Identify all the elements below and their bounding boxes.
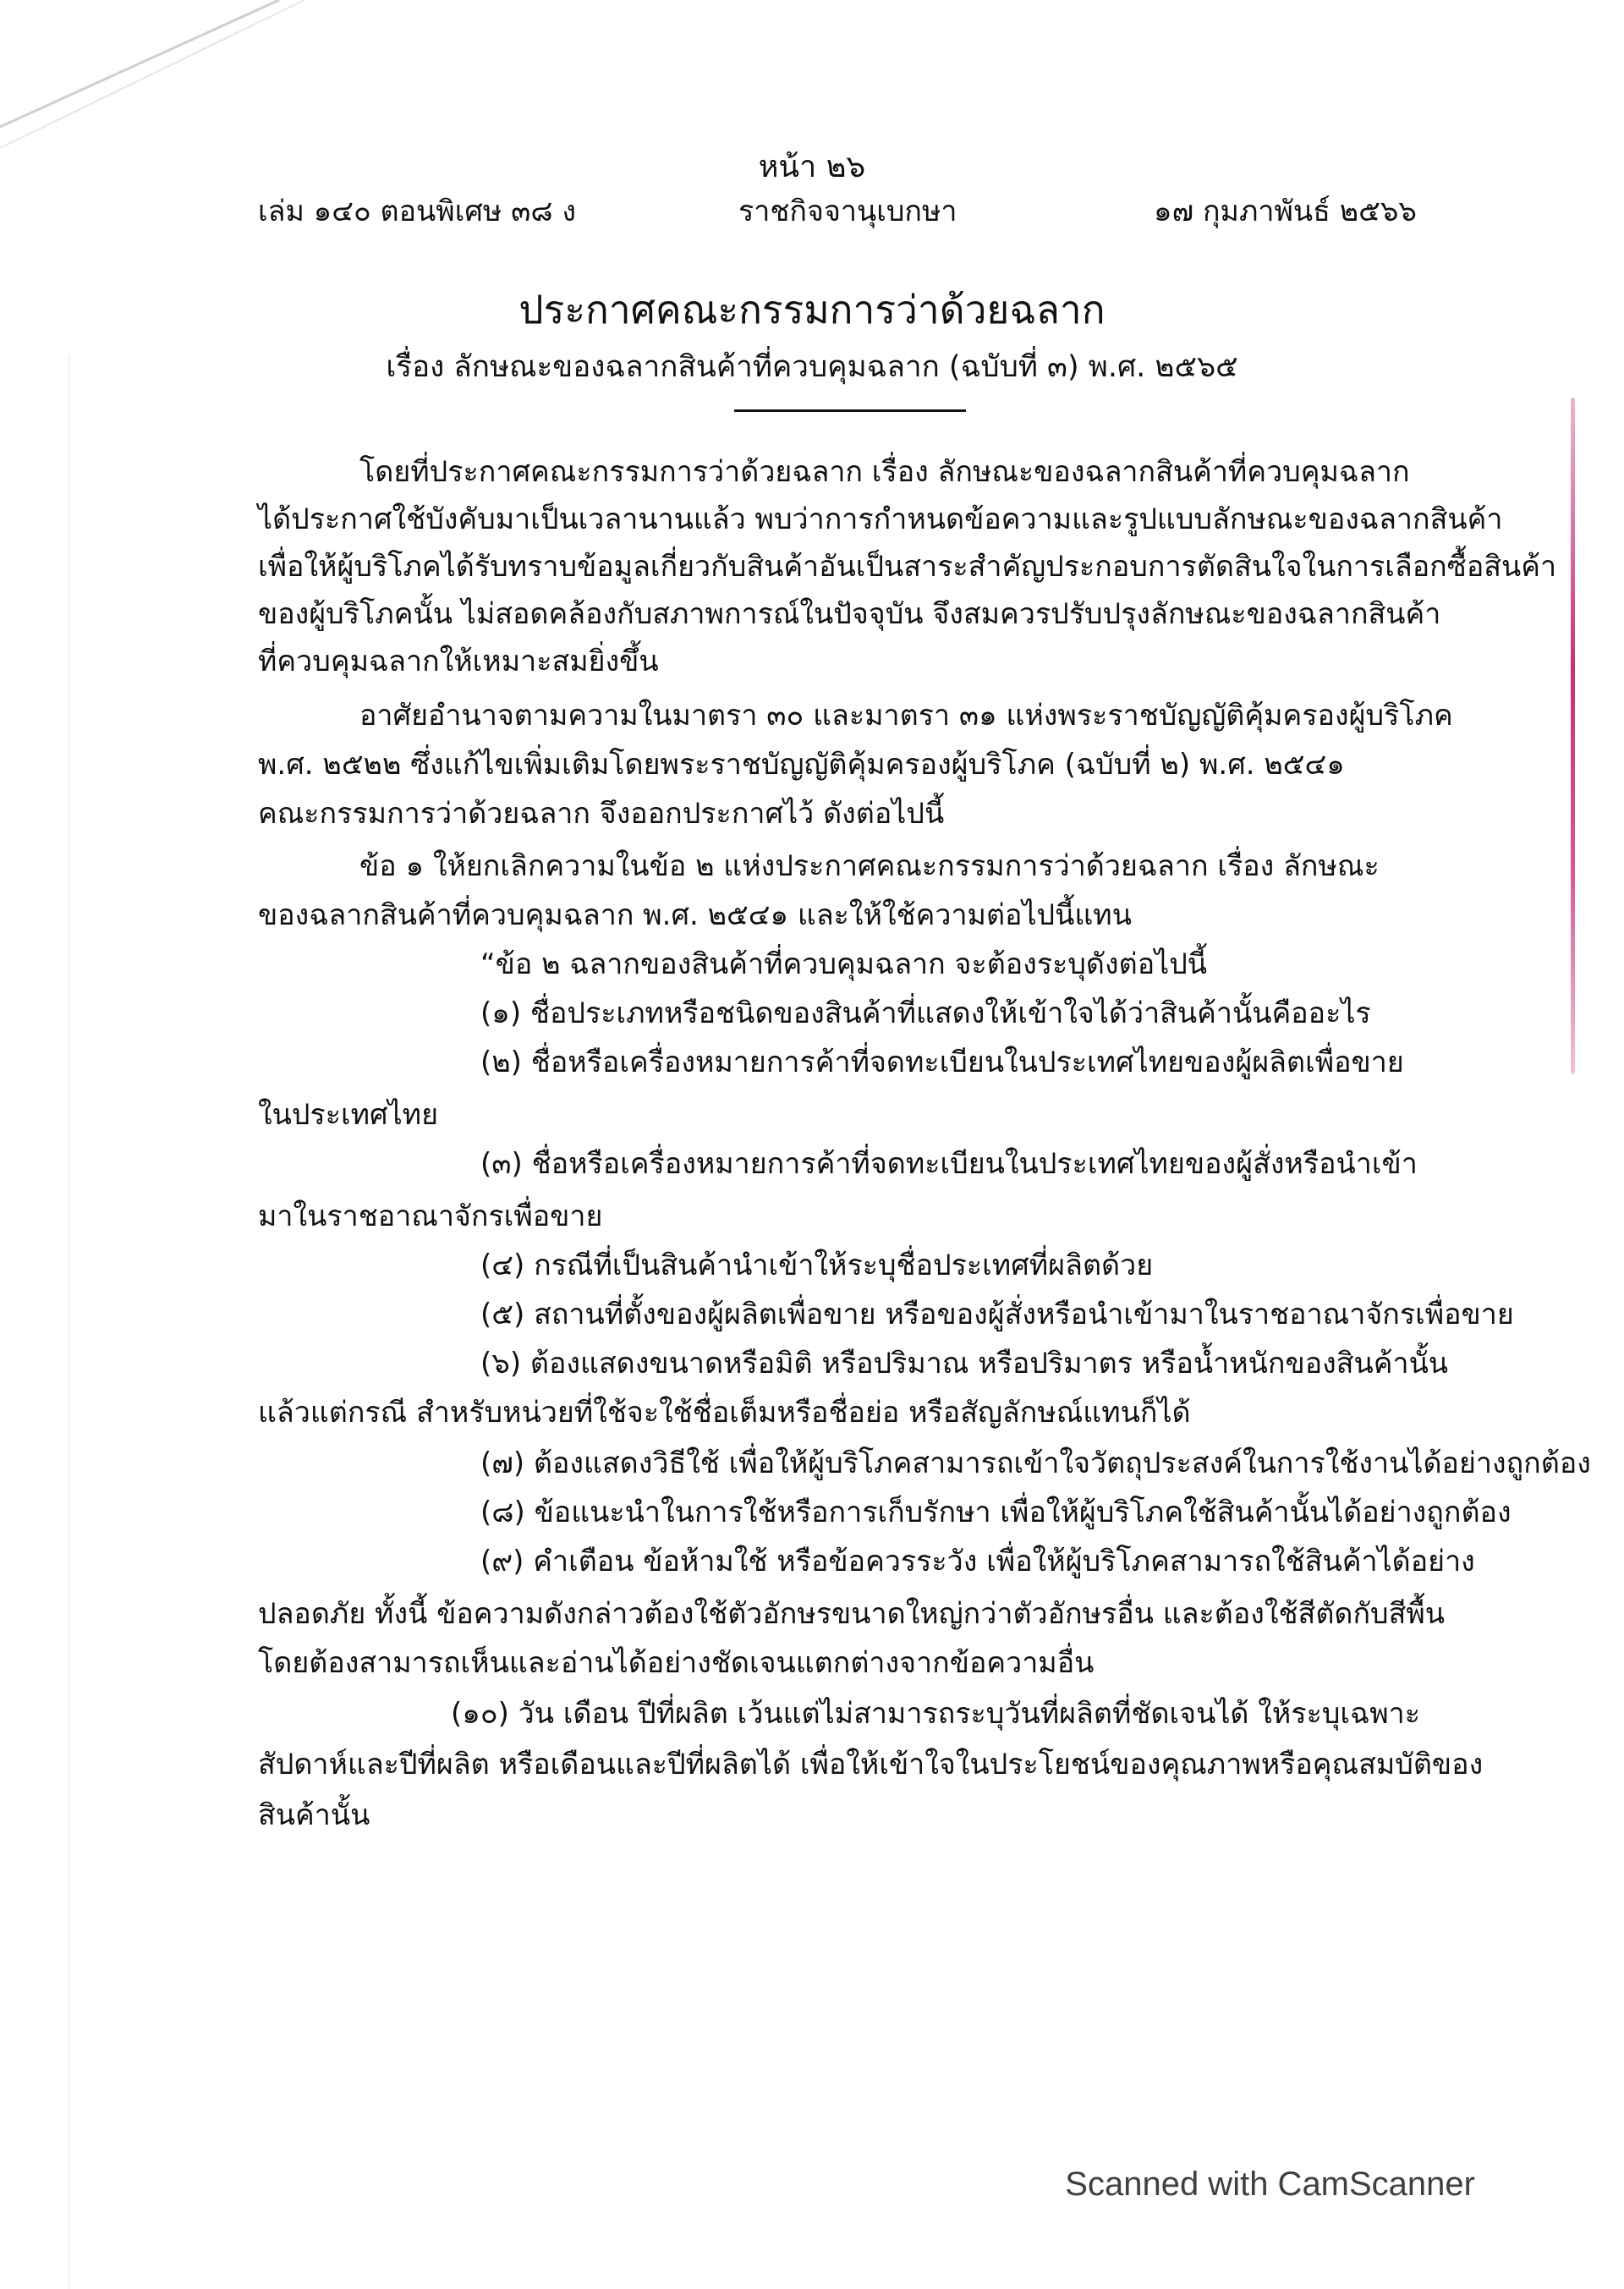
camscanner-watermark: Scanned with CamScanner [1065, 2165, 1475, 2203]
gazette-header [258, 188, 1417, 230]
body-line: (๔) กรณีที่เป็นสินค้านำเข้าให้ระบุชื่อประเทศที่ผลิตด้วย [480, 1249, 1154, 1282]
body-line: แล้วแต่กรณี สำหรับหน่วยที่ใช้จะใช้ชื่อเต็มหรือชื่อย่อ หรือสัญลักษณ์แทนก็ได้ [258, 1396, 1191, 1430]
body-line: ในประเทศไทย [258, 1098, 438, 1132]
page-edge-mark [1571, 398, 1575, 1074]
body-line: (๑) ชื่อประเภทหรือชนิดของสินค้าที่แสดงให้เข้าใจได้ว่าสินค้านั้นคืออะไร [480, 996, 1371, 1030]
body-line: ได้ประกาศใช้บังคับมาเป็นเวลานานแล้ว พบว่าการกำหนดข้อความและรูปแบบลักษณะของฉลากสินค้า [258, 502, 1503, 536]
body-line: อาศัยอำนาจตามความในมาตรา ๓๐ และมาตรา ๓๑ แห่งพระราชบัญญัติคุ้มครองผู้บริโภค [359, 699, 1453, 733]
body-line: (๕) สถานที่ตั้งของผู้ผลิตเพื่อขาย หรือของผู้สั่งหรือนำเข้ามาในราชอาณาจักรเพื่อขาย [480, 1298, 1514, 1331]
body-line: ปลอดภัย ทั้งนี้ ข้อความดังกล่าวต้องใช้ตัวอักษรขนาดใหญ่กว่าตัวอักษรอื่น และต้องใช้สีตัดกับสีพื้น [258, 1597, 1446, 1631]
document-title: ประกาศคณะกรรมการว่าด้วยฉลาก [518, 287, 1106, 332]
body-line: โดยที่ประกาศคณะกรรมการว่าด้วยฉลาก เรื่อง ลักษณะของฉลากสินค้าที่ควบคุมฉลาก [359, 455, 1410, 489]
body-line: คณะกรรมการว่าด้วยฉลาก จึงออกประกาศไว้ ดังต่อไปนี้ [258, 797, 945, 831]
gazette-date: ๑๗ กุมภาพันธ์ ๒๕๖๖ [1154, 195, 1417, 228]
volume-info: เล่ม ๑๔๐ ตอนพิเศษ ๓๘ ง [258, 195, 577, 228]
body-line: (๒) ชื่อหรือเครื่องหมายการค้าที่จดทะเบียนในประเทศไทยของผู้ผลิตเพื่อขาย [480, 1046, 1404, 1079]
body-line: สินค้านั้น [258, 1798, 370, 1832]
body-line: (๙) คำเตือน ข้อห้ามใช้ หรือข้อควรระวัง เพื่อให้ผู้บริโภคสามารถใช้สินค้าได้อย่าง [480, 1545, 1475, 1578]
body-line: ของผู้บริโภคนั้น ไม่สอดคล้องกับสภาพการณ์ในปัจจุบัน จึงสมควรปรับปรุงลักษณะของฉลากสินค้า [258, 597, 1441, 631]
body-line: (๗) ต้องแสดงวิธีใช้ เพื่อให้ผู้บริโภคสามารถเข้าใจวัตถุประสงค์ในการใช้งานได้อย่างถูกต้อง [480, 1446, 1591, 1480]
title-divider [734, 409, 966, 412]
body-line: (๖) ต้องแสดงขนาดหรือมิติ หรือปริมาณ หรือปริมาตร หรือน้ำหนักของสินค้านั้น [480, 1347, 1449, 1381]
body-line: สัปดาห์และปีที่ผลิต หรือเดือนและปีที่ผลิตได้ เพื่อให้เข้าใจในประโยชน์ของคุณภาพหรือคุณสมบัติของ [258, 1748, 1484, 1781]
gazette-name: ราชกิจจานุเบกษา [738, 195, 957, 228]
body-line: ของฉลากสินค้าที่ควบคุมฉลาก พ.ศ. ๒๕๔๑ และให้ใช้ความต่อไปนี้แทน [258, 898, 1132, 932]
body-line: พ.ศ. ๒๕๒๒ ซึ่งแก้ไขเพิ่มเติมโดยพระราชบัญญัติคุ้มครองผู้บริโภค (ฉบับที่ ๒) พ.ศ. ๒๕๔๑ [258, 748, 1345, 782]
body-line: ที่ควบคุมฉลากให้เหมาะสมยิ่งขึ้น [258, 645, 659, 678]
body-line: มาในราชอาณาจักรเพื่อขาย [258, 1199, 603, 1233]
body-line: โดยต้องสามารถเห็นและอ่านได้อย่างชัดเจนแตกต่างจากข้อความอื่น [258, 1646, 1095, 1680]
document-subtitle: เรื่อง ลักษณะของฉลากสินค้าที่ควบคุมฉลาก (ฉบับที่ ๓) พ.ศ. ๒๕๖๕ [386, 350, 1238, 384]
body-line: ข้อ ๑ ให้ยกเลิกความในข้อ ๒ แห่งประกาศคณะกรรมการว่าด้วยฉลาก เรื่อง ลักษณะ [359, 849, 1380, 883]
body-line: (๘) ข้อแนะนำในการใช้หรือการเก็บรักษา เพื่อให้ผู้บริโภคใช้สินค้านั้นได้อย่างถูกต้อง [480, 1496, 1512, 1529]
body-line: (๑๐) วัน เดือน ปีที่ผลิต เว้นแต่ไม่สามารถระบุวันที่ผลิตที่ชัดเจนได้ ให้ระบุเฉพาะ [451, 1697, 1420, 1731]
page-number: หน้า ๒๖ [758, 150, 866, 184]
body-line: (๓) ชื่อหรือเครื่องหมายการค้าที่จดทะเบียนในประเทศไทยของผู้สั่งหรือนำเข้า [480, 1147, 1418, 1181]
body-line: “ข้อ ๒ ฉลากของสินค้าที่ควบคุมฉลาก จะต้องระบุดังต่อไปนี้ [480, 947, 1208, 981]
body-line: เพื่อให้ผู้บริโภคได้รับทราบข้อมูลเกี่ยวกับสินค้าอันเป็นสาระสำคัญประกอบการตัดสินใจในการเลือกซื้อสินค้า [258, 550, 1557, 584]
